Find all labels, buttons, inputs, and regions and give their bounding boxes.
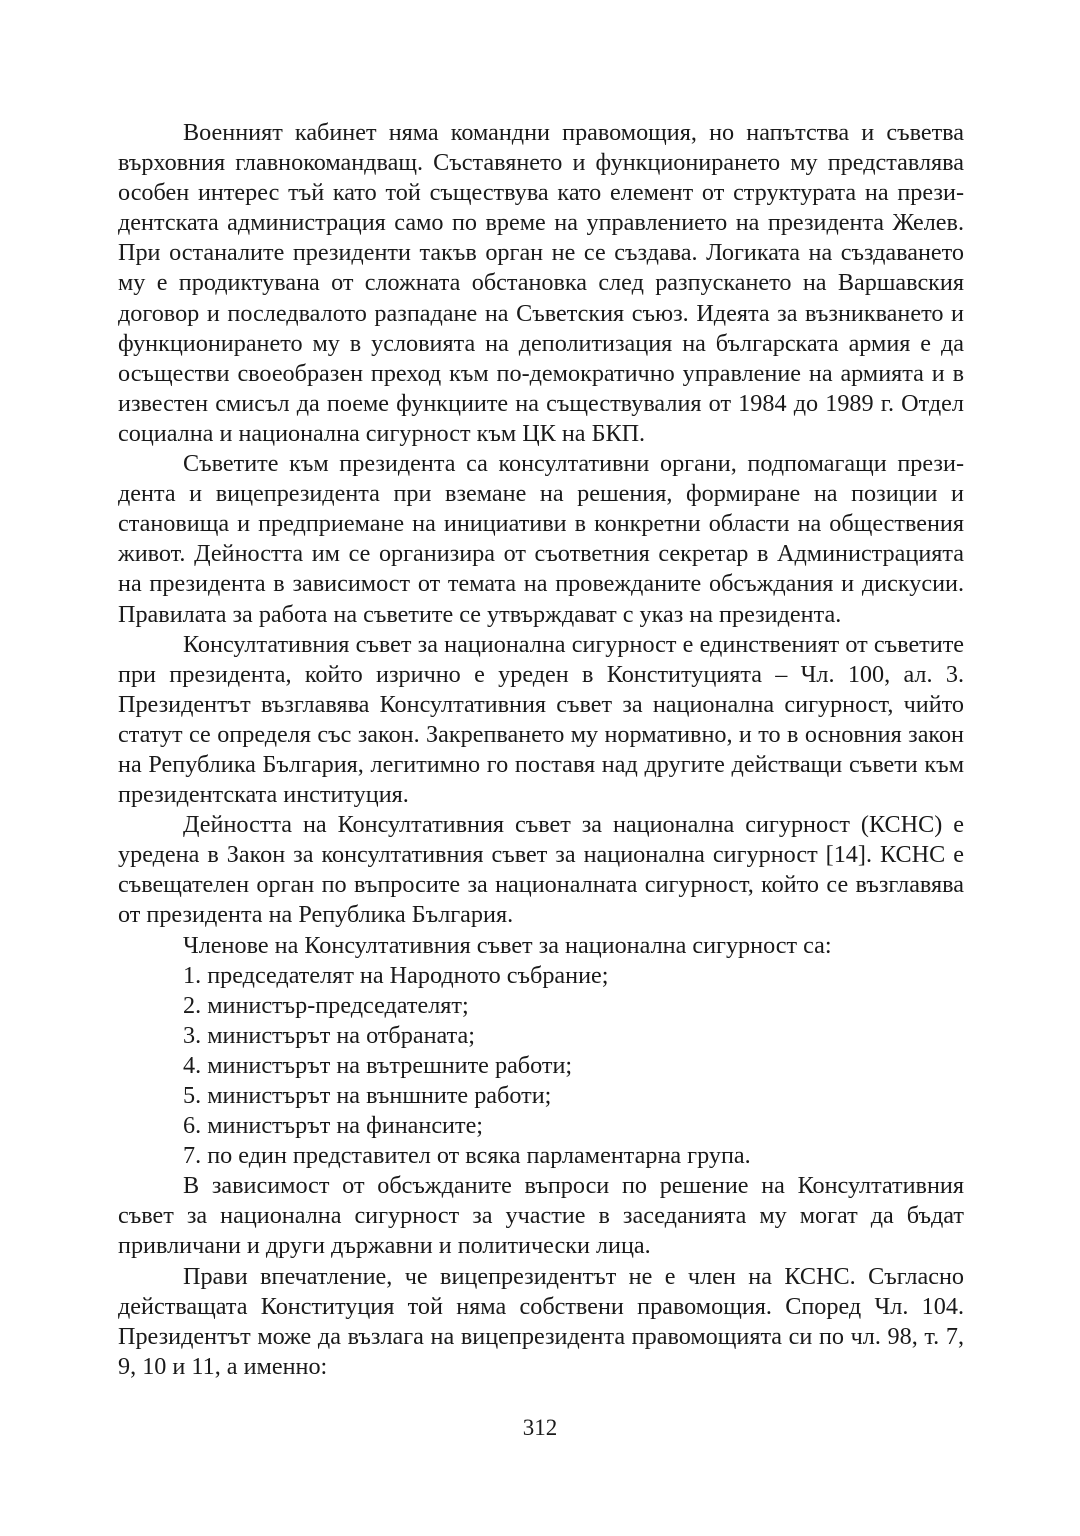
list-item: 5. министърът на външните работи;	[183, 1082, 552, 1109]
list-item: 3. министърът на отбраната;	[183, 1021, 475, 1049]
paragraph-ksns-activity: Дейността на Консултативния съвет за национална сигурност (КСНС) е уредена в Закон за консултативния съвет за национална сигурност [14]. КСНС е съвещателен орган по въпросите за националната сигурност, който се възглавява от президента на Република България.	[118, 811, 964, 929]
paragraph-members-intro: Членове на Консултативния съвет за национална сигурност са:	[183, 931, 832, 959]
page-number: 312	[522, 1415, 558, 1440]
paragraph-constitution: Консултативния съвет за национална сигурност е единственият от съветите при президента, който изрично е уреден в Конституцията – Чл. 100, ал. 3. Президентът възглавява Консултативния съвет за национална сигурност, чийто статут се определя със закон. Закрепването му нормативно, и то в основния закон на Република България, легитимно го поставя над другите действащи съвети към президентската институция.	[118, 630, 964, 809]
paragraph-participation: В зависимост от обсъжданите въпроси по решение на Консултативния съвет за национална сигурност за участие в заседанията му могат да бъдат привличани и други държавни и политически лица.	[118, 1172, 964, 1260]
paragraph-war-cabinet: Военният кабинет няма командни правомощия, но напътства и съветва върховния главнокомандващ. Съставянето и функционирането му представлява особен интерес тъй като той съществува като елемент от структурата на президентската администрация само по време на управлението на президента Желев. При останалите президенти такъв орган не се създава. Логиката на създаването му е продиктувана от сложната обстановка след разпускането на Варшавския договор и последвалото разпадане на Съветския съюз. Идеята за възникването и функционирането му в условията на деполитизация на българската армия е да осъществи своеобразен преход към по-демократично управление на армията и в известен смисъл да поеме функциите на съществувалия от 1984 до 1989 г. Отдел социална и национална сигурност към ЦК на БКП.	[118, 119, 964, 447]
list-item: 7. по един представител от всяка парламентарна група.	[183, 1142, 751, 1170]
paragraph-vice-president: Прави впечатление, че вицепрезидентът не е член на КСНС. Съгласно действащата Конституция той няма собствени правомощия. Според Чл. 104. Президентът може да възлага на вицепрезидента правомощията си по чл. 98, т. 7, 9, 10 и 11, а именно:	[118, 1262, 964, 1380]
list-item: 6. министърът на финансите;	[183, 1112, 484, 1140]
members-list	[118, 961, 964, 1172]
list-item: 2. министър-председателят;	[183, 991, 469, 1019]
paragraph-councils: Съветите към президента са консултативни органи, подпомагащи президента и вицепрезидента при вземане на решения, формиране на позиции и становища и предприемане на инициативи в конкретни области на обществения живот. Дейността им се организира от съответния секретар в Администрацията на президента в зависимост от темата на провежданите обсъждания и дискусии. Правилата за работа на съветите се утвърждават с указ на президента.	[118, 450, 964, 628]
list-item: 1. председателят на Народното събрание;	[183, 961, 609, 989]
document-page	[118, 118, 964, 1498]
list-item: 4. министърът на вътрешните работи;	[183, 1051, 573, 1079]
